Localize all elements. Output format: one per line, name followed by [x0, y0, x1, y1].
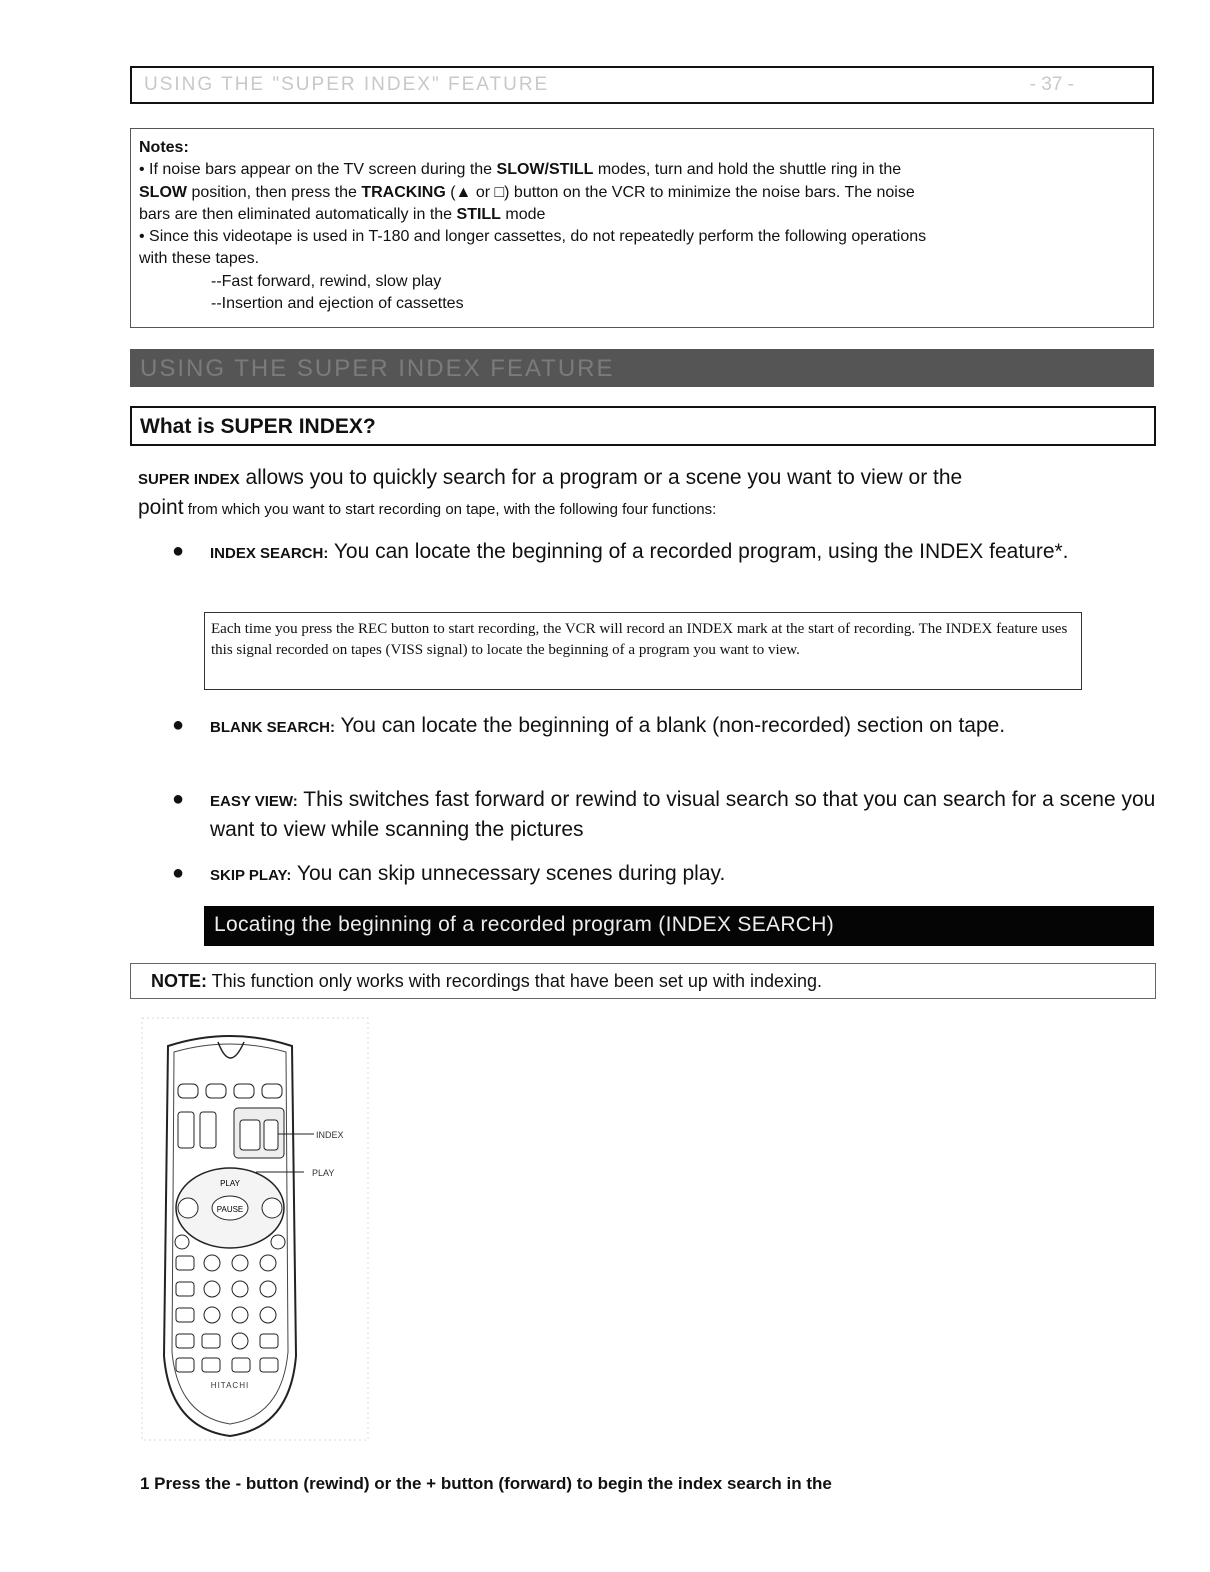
notes-box: [130, 128, 1154, 328]
index-callout-label: INDEX: [316, 1130, 344, 1140]
notes-text: bars are then eliminated automatically in the: [139, 205, 457, 223]
subsection-banner: [204, 906, 1154, 946]
bullet-icon: ●: [172, 540, 185, 562]
notes-line-6: --Fast forward, rewind, slow play: [211, 272, 442, 290]
header-title: USING THE "SUPER INDEX" FEATURE: [144, 74, 550, 95]
note-box: [130, 963, 1156, 999]
subsection-banner-title: Locating the beginning of a recorded program (INDEX SEARCH): [214, 913, 835, 936]
notes-bold: STILL: [456, 205, 501, 223]
intro-text: point: [138, 496, 184, 519]
stop-button: [271, 1235, 285, 1249]
rec-button: [175, 1235, 189, 1249]
notes-line-2: [139, 182, 1145, 204]
item-text: This switches fast forward or rewind to visual search so that you can search for a scene you want to view while scanning the pictures: [210, 788, 1156, 841]
notes-line-1: [139, 159, 1145, 181]
play-label: PLAY: [220, 1179, 240, 1188]
page-number: - 37 -: [1029, 74, 1074, 95]
notes-line-3: [139, 204, 1145, 226]
intro-paragraph: [138, 464, 1118, 524]
bullet-icon: ●: [172, 714, 185, 736]
play-callout-label: PLAY: [312, 1168, 335, 1178]
item-text: You can locate the beginning of a recorded program, using the INDEX feature*.: [328, 540, 1069, 563]
index-button: [264, 1120, 278, 1150]
intro-text-small: from which you want to start recording on tape, with the following four functions:: [183, 501, 717, 518]
pause-label: PAUSE: [216, 1205, 244, 1214]
bullet-icon: ●: [172, 788, 185, 810]
notes-line-4: • Since this videotape is used in T-180 and longer cassettes, do not repeatedly perform the following operations: [139, 228, 927, 246]
notes-text: modes, turn and hold the shuttle ring in the: [593, 161, 902, 179]
brand-logo: HITACHI: [210, 1381, 250, 1390]
bullet-icon: ●: [172, 862, 185, 884]
notes-line-7: --Insertion and ejection of cassettes: [211, 295, 464, 313]
intro-text: allows you to quickly search for a program or a scene you want to view or the: [239, 466, 963, 489]
notes-text: mode: [500, 205, 546, 223]
notes-heading: Notes:: [139, 139, 189, 156]
list-item-skip-play: [210, 860, 1160, 890]
section-banner: [130, 349, 1154, 387]
index-skip-button: [240, 1120, 260, 1150]
note-label: NOTE:: [151, 971, 207, 991]
item-label: SKIP PLAY:: [210, 867, 292, 884]
intro-lead: SUPER INDEX: [138, 471, 240, 488]
note-text: This function only works with recordings that have been set up with indexing.: [207, 971, 823, 991]
item-label: EASY VIEW:: [210, 793, 298, 810]
notes-text: • If noise bars appear on the TV screen during the: [139, 161, 497, 179]
list-item-index-search: [210, 538, 1160, 568]
list-item-easy-view: [210, 786, 1160, 844]
notes-text: position, then press the: [187, 183, 362, 201]
item-text: You can locate the beginning of a blank (non-recorded) section on tape.: [335, 714, 1006, 737]
item-text: You can skip unnecessary scenes during play.: [291, 862, 726, 885]
notes-bold: TRACKING: [361, 183, 446, 201]
remote-control-illustration: [140, 1016, 370, 1442]
step-1-text: 1 Press the - button (rewind) or the + button (forward) to begin the index search in the: [140, 1474, 832, 1493]
index-feature-note: Each time you press the REC button to start recording, the VCR will record an INDEX mark at the start of recording. The INDEX feature uses this signal recorded on tapes (VISS signal) to locate the beginning of a program you want to view.: [204, 612, 1082, 690]
item-label: BLANK SEARCH:: [210, 719, 335, 736]
notes-text: (▲ or □) button on the VCR to minimize the noise bars. The noise: [445, 183, 915, 201]
subsection-heading: What is SUPER INDEX?: [130, 406, 1156, 446]
notes-bold: SLOW: [139, 183, 187, 201]
ch-rocker: [200, 1112, 216, 1148]
rewind-button: [178, 1198, 198, 1218]
page-header: [130, 66, 1154, 104]
vol-rocker: [178, 1112, 194, 1148]
notes-bold: SLOW/STILL: [496, 161, 594, 179]
notes-line-5: with these tapes.: [139, 250, 260, 268]
item-label: INDEX SEARCH:: [210, 545, 329, 562]
list-item-blank-search: [210, 712, 1160, 742]
section-banner-title: USING THE SUPER INDEX FEATURE: [140, 355, 615, 382]
ff-button: [262, 1198, 282, 1218]
